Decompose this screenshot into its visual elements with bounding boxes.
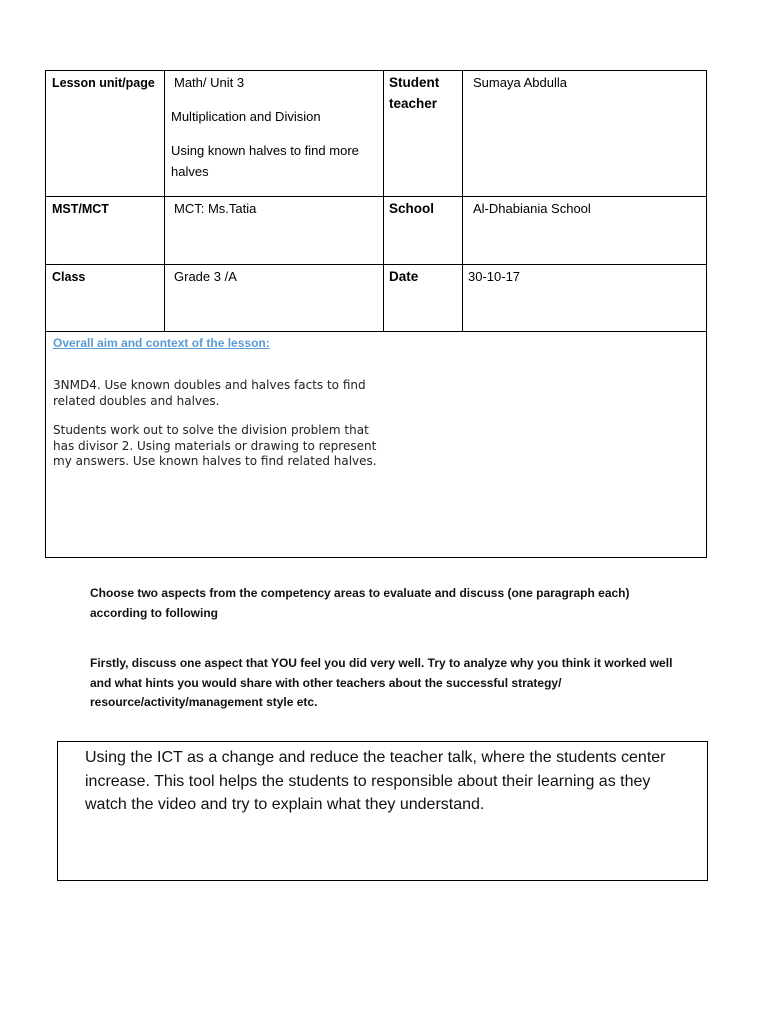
class-value: Grade 3 /A xyxy=(174,269,237,284)
overall-aim-title: Overall aim and context of the lesson: xyxy=(53,336,270,350)
lesson-unit-label: Lesson unit/page xyxy=(52,76,155,90)
class-label: Class xyxy=(52,270,86,284)
overall-aim-text xyxy=(53,378,383,484)
mst-mct-label: MST/MCT xyxy=(52,202,109,216)
mct-value: MCT: Ms.Tatia xyxy=(174,201,257,216)
aim-paragraph-2: Students work out to solve the division problem that has divisor 2. Using materials or drawing to represent my answers. Use known halves to find related halves. xyxy=(53,423,377,468)
firstly-rest-text: Try to analyze why you think it worked well and what hints you would share with other teachers about the successful strategy/ resource/activity/management style etc. xyxy=(90,656,673,709)
aim-paragraph-1: 3NMD4. Use known doubles and halves facts to find related doubles and halves. xyxy=(53,378,366,408)
row-divider xyxy=(46,196,706,197)
instructions-intro: Choose two aspects from the competency areas to evaluate and discuss (one paragraph each) according to following xyxy=(90,586,630,620)
objective-line-cont: halves xyxy=(171,164,209,179)
answer-box xyxy=(57,741,708,881)
answer-text: Using the ICT as a change and reduce the teacher talk, where the students center increase. This tool helps the students to responsible about their learning as they watch the video and try to explain what they understand. xyxy=(85,749,666,813)
date-value: 30-10-17 xyxy=(468,269,521,284)
student-teacher-label-1: Student xyxy=(389,75,440,90)
column-divider xyxy=(462,71,463,332)
student-teacher-label-2: teacher xyxy=(389,96,438,111)
instructions-firstly xyxy=(90,654,690,713)
date-label: Date xyxy=(389,269,419,284)
row-divider xyxy=(46,264,706,265)
school-label: School xyxy=(389,201,435,216)
lesson-unit-value xyxy=(174,73,379,93)
lesson-info-table xyxy=(45,70,707,558)
student-teacher-value: Sumaya Abdulla xyxy=(473,75,567,90)
school-value: Al-Dhabiania School xyxy=(473,201,591,216)
column-divider xyxy=(383,71,384,332)
objective-line: Using known halves to find more xyxy=(171,143,359,158)
firstly-bold-text: Firstly, discuss one aspect that YOU feel you did very well. xyxy=(90,656,425,670)
topic-line: Multiplication and Division xyxy=(171,109,321,124)
overall-aim-section xyxy=(46,332,706,557)
subject-line: Math/ Unit 3 xyxy=(174,75,245,90)
column-divider xyxy=(164,71,165,332)
